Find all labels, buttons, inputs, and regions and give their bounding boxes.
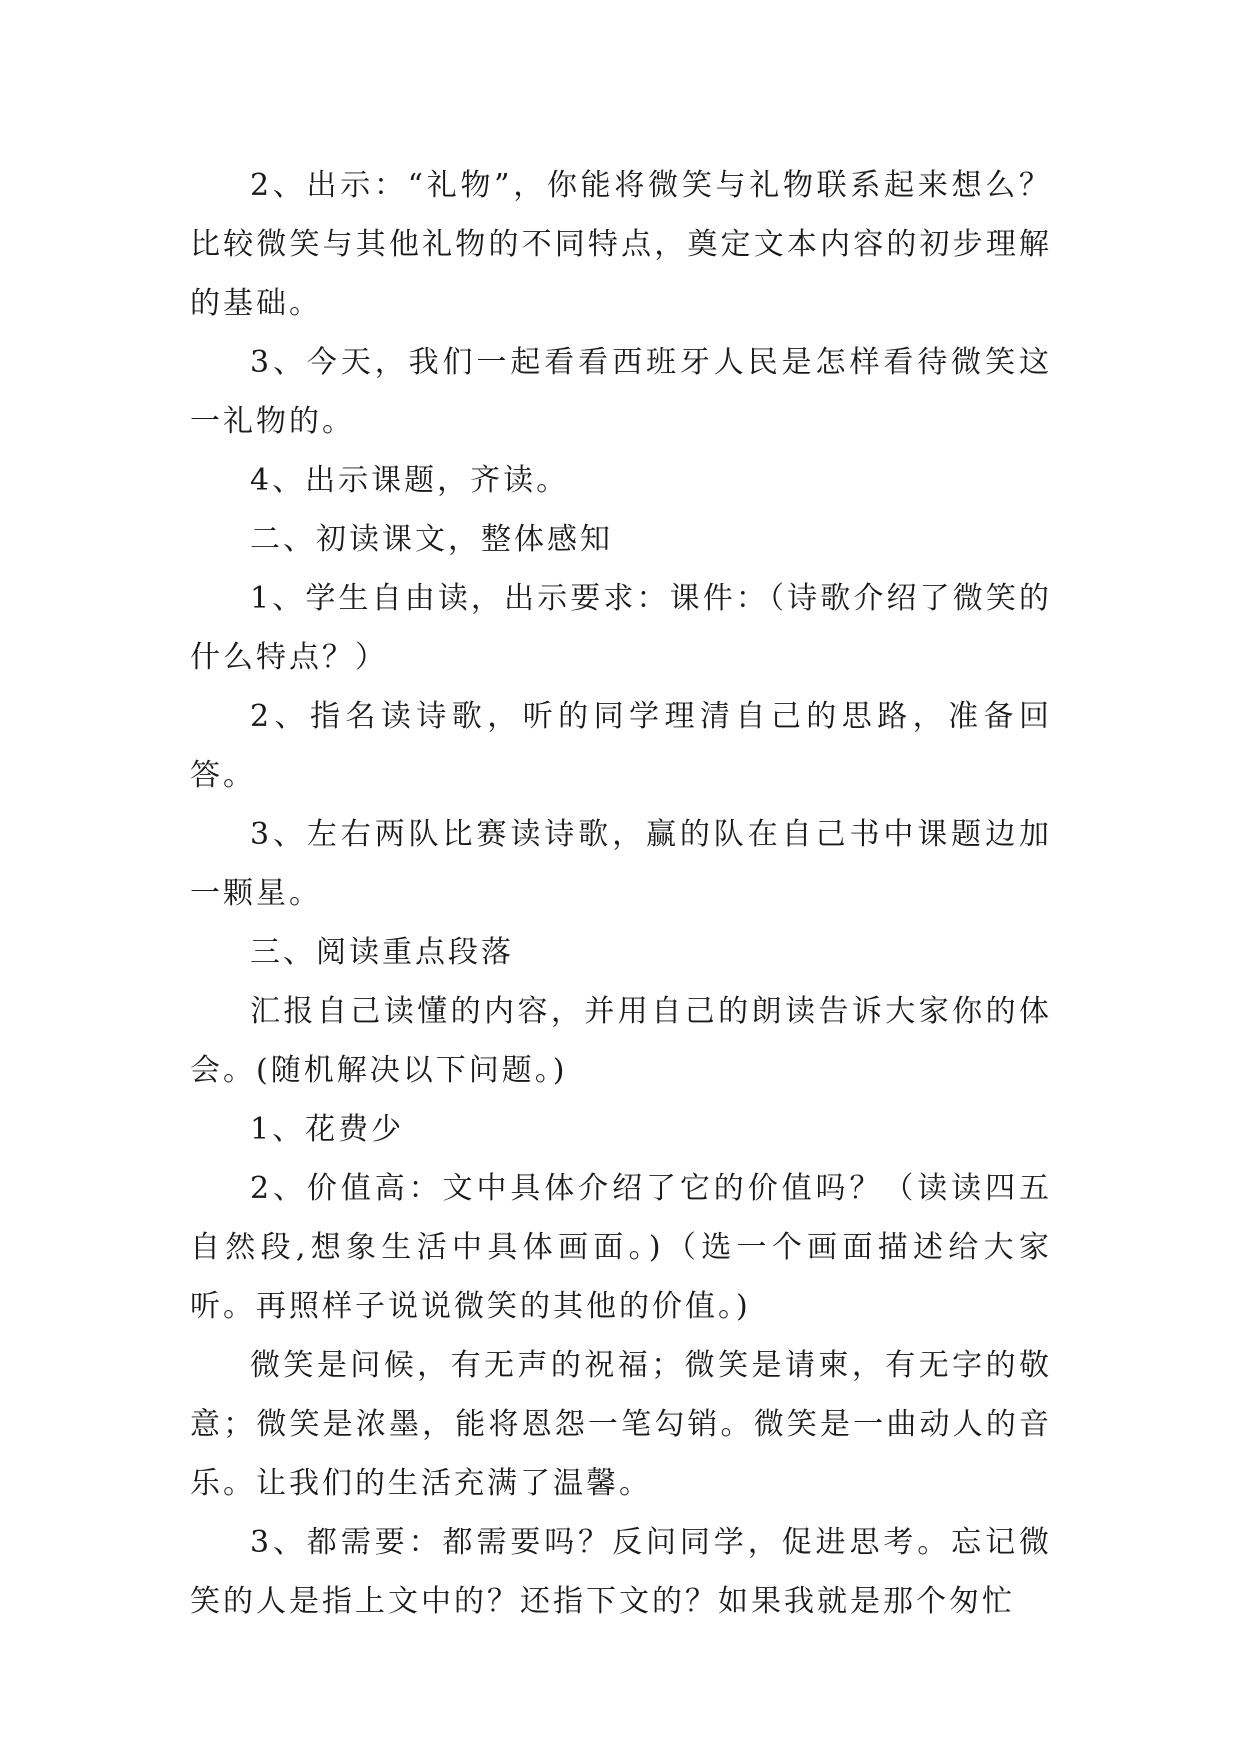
paragraph: 3、都需要：都需要吗？反问同学，促进思考。忘记微笑的人是指上文中的？还指下文的？如果我就是那个匆忙	[190, 1525, 1052, 1619]
paragraph: 2、价值高：文中具体介绍了它的价值吗？（读读四五自然段,想象生活中具体画面。)（选一个画面描述给大家听。再照样子说说微笑的其他的价值。)	[190, 1171, 1052, 1324]
paragraph: 汇报自己读懂的内容，并用自己的朗读告诉大家你的体会。(随机解决以下问题。)	[190, 994, 1052, 1088]
paragraph: 微笑是问候，有无声的祝福；微笑是请柬，有无字的敬意；微笑是浓墨，能将恩怨一笔勾销。微笑是一曲动人的音乐。让我们的生活充满了温馨。	[190, 1348, 1052, 1501]
section-heading: 二、初读课文，整体感知	[250, 522, 613, 557]
section-heading: 三、阅读重点段落	[250, 935, 514, 970]
paragraph: 2、出示：“礼物”，你能将微笑与礼物联系起来想么？比较微笑与其他礼物的不同特点，奠定文本内容的初步理解的基础。	[190, 168, 1052, 321]
paragraph: 3、今天，我们一起看看西班牙人民是怎样看待微笑这一礼物的。	[190, 345, 1052, 439]
paragraph: 1、花费少	[250, 1112, 405, 1147]
document-body	[190, 156, 1052, 1631]
paragraph: 3、左右两队比赛读诗歌，赢的队在自己书中课题边加一颗星。	[190, 817, 1052, 911]
paragraph: 1、学生自由读，出示要求：课件：（诗歌介绍了微笑的什么特点？）	[190, 581, 1052, 675]
paragraph: 4、出示课题，齐读。	[250, 463, 570, 498]
paragraph: 2、指名读诗歌，听的同学理清自己的思路，准备回答。	[190, 699, 1052, 793]
